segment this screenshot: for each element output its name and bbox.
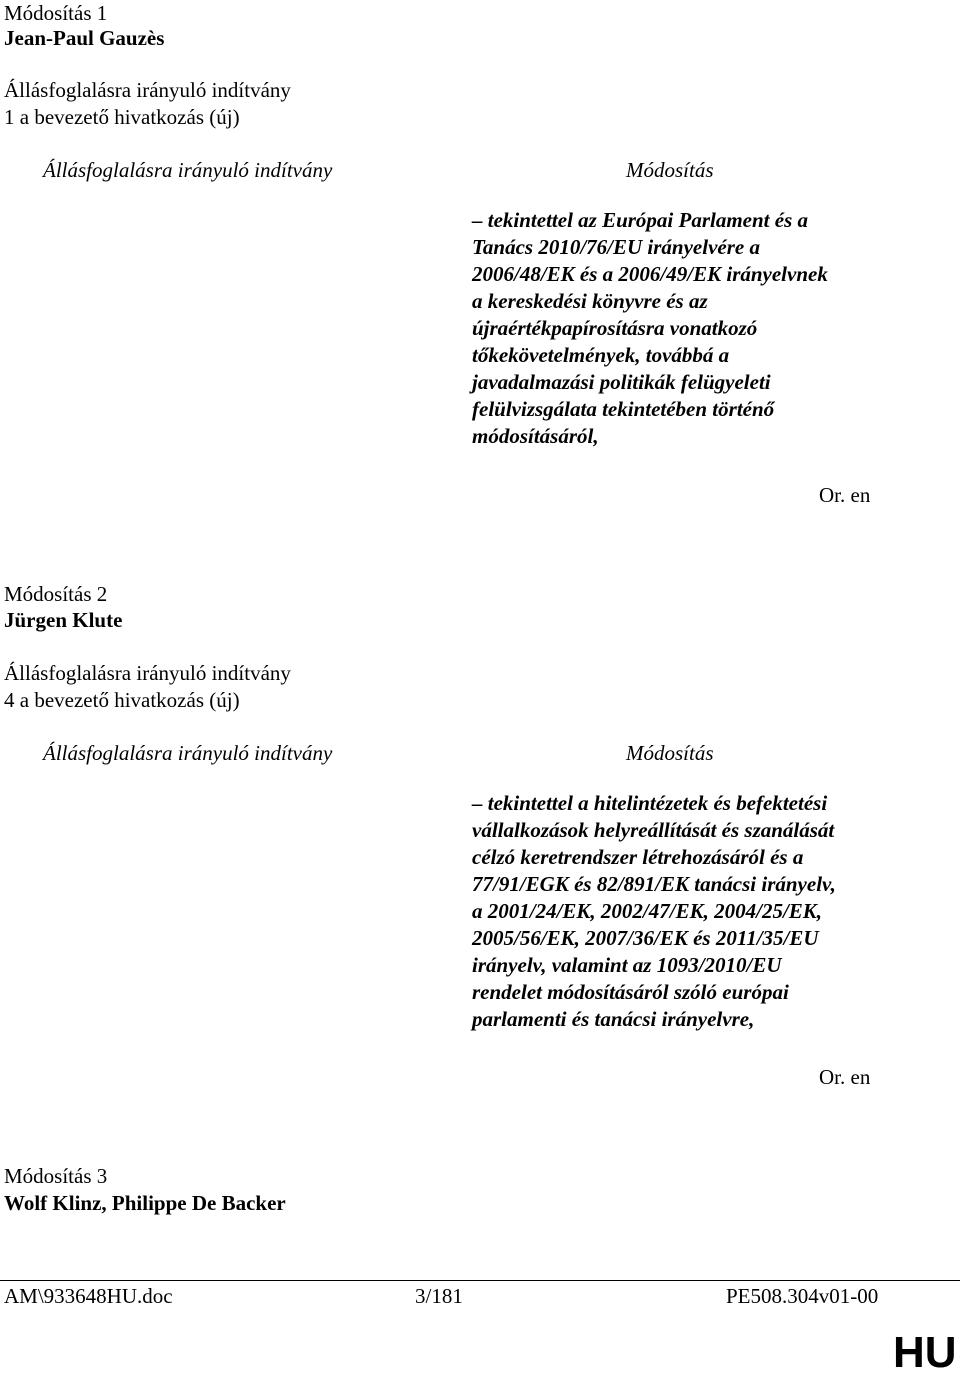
amendment-2-author: Jürgen Klute [4, 608, 123, 632]
text-line: parlamenti és tanácsi irányelvre, [472, 1007, 755, 1031]
amendment-2-target: Állásfoglalásra irányuló indítvány [4, 661, 291, 685]
text-line: újraértékpapírosításra vonatkozó [472, 316, 758, 340]
amendment-1-text [472, 207, 892, 450]
text-line: 2005/56/EK, 2007/36/EK és 2011/35/EU [472, 926, 819, 950]
footer-page-number: 3/181 [415, 1284, 463, 1308]
amendment-1-position: 1 a bevezető hivatkozás (új) [4, 105, 240, 129]
amendment-2-text [472, 790, 892, 1033]
amendment-2-position: 4 a bevezető hivatkozás (új) [4, 688, 240, 712]
footer-pe-reference: PE508.304v01-00 [726, 1284, 879, 1308]
amendment-1-col-left-heading: Állásfoglalásra irányuló indítvány [43, 158, 333, 182]
amendment-2-col-left-heading: Állásfoglalásra irányuló indítvány [43, 741, 333, 765]
text-line: vállalkozások helyreállítását és szanálását [472, 818, 835, 842]
text-line: célzó keretrendszer létrehozásáról és a [472, 845, 804, 869]
amendment-1-author: Jean-Paul Gauzès [4, 26, 165, 50]
footer-language-code: HU [893, 1328, 957, 1377]
text-line: 2006/48/EK és a 2006/49/EK irányelvnek [472, 262, 828, 286]
text-line: 77/91/EGK és 82/891/EK tanácsi irányelv, [472, 872, 836, 896]
amendment-2-heading: Módosítás 2 [4, 582, 108, 606]
text-line: javadalmazási politikák felügyeleti [472, 370, 771, 394]
text-line: – tekintettel a hitelintézetek és befektetési [472, 791, 828, 815]
amendment-2-original-language: Or. en [819, 1065, 871, 1089]
text-line: felülvizsgálata tekintetében történő [472, 397, 775, 421]
amendment-2-col-right-heading: Módosítás [626, 741, 714, 765]
amendment-3-author: Wolf Klinz, Philippe De Backer [4, 1191, 286, 1215]
amendment-3-heading: Módosítás 3 [4, 1164, 108, 1188]
text-line: tőkekövetelmények, továbbá a [472, 343, 730, 367]
text-line: a 2001/24/EK, 2002/47/EK, 2004/25/EK, [472, 899, 823, 923]
text-line: Tanács 2010/76/EU irányelvére a [472, 235, 760, 259]
footer-divider [0, 1280, 960, 1281]
text-line: irányelv, valamint az 1093/2010/EU [472, 953, 782, 977]
text-line: – tekintettel az Európai Parlament és a [472, 208, 809, 232]
amendment-1-original-language: Or. en [819, 483, 871, 507]
amendment-1-target: Állásfoglalásra irányuló indítvány [4, 78, 291, 102]
text-line: a kereskedési könyvre és az [472, 289, 708, 313]
amendment-1-heading: Módosítás 1 [4, 1, 108, 25]
amendment-1-col-right-heading: Módosítás [626, 158, 714, 182]
footer-document-reference: AM\933648HU.doc [4, 1284, 173, 1308]
text-line: módosításáról, [472, 424, 599, 448]
text-line: rendelet módosításáról szóló európai [472, 980, 789, 1004]
